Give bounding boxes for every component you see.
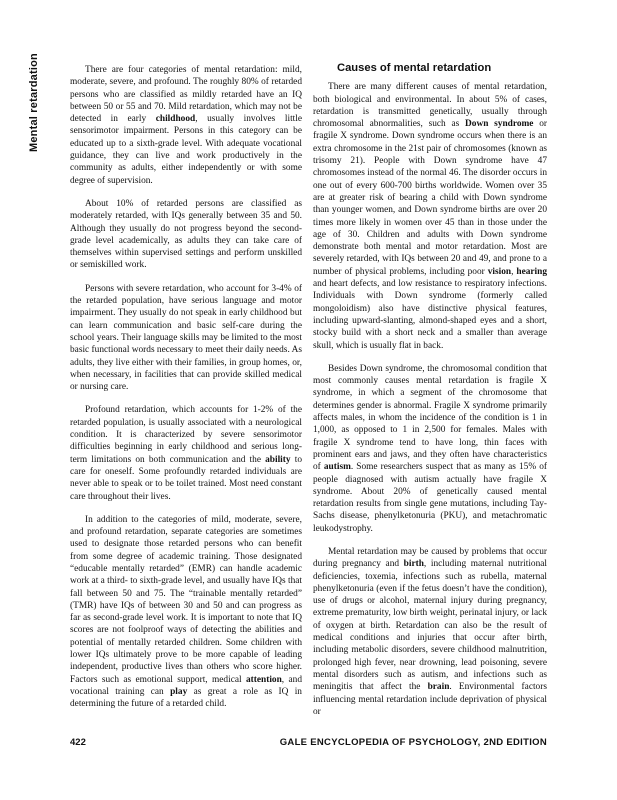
bold-term: ability [265,454,291,465]
paragraph: There are many different causes of mental retardation, both biological and environmental. In about 5% of cases, retardation is transmitted genetically, usually through chromosomal abnormalities, such as Down syndrome or fragile X syndrome. Down syndrome occurs when there is an extra chromosome in the 21st pair of chromosomes (known as trisomy 21). People with Down syndrome have 47 chromosomes instead of the normal 46. The disorder occurs in one out of every 600-700 births worldwide. Women over 35 are at greater risk of bearing a child with Down syndrome than younger women, and Down syndrome births are over 20 times more likely in women over 45 than in those under the age of 30. Children and adults with Down syndrome demonstrate both mental and motor retardation. Most are severely retarded, with IQs between 20 and 49, and prone to a number of physical problems, including poor vision, hearing and heart defects, and low resistance to respiratory infections. Individuals with Down syndrome (formerly called mongoloidism) also have distinctive physical features, including upward-slanting, almond-shaped eyes and a short, stocky build with a short neck and a smaller than average skull, which is usually flat in back. [313,82,548,351]
paragraph: There are four categories of mental retardation: mild, moderate, severe, and profound. The roughly 80% of retarded persons who are classified as mildly retarded have an IQ between 50 or 55 and 70. Mild retardation, which may not be detected in early childhood, usually involves little sensorimotor impairment. Persons in this category can be educated up to a sixth-grade level. With adequate vocational guidance, they can live and work productively in the community as adults, either independently or with some degree of supervision. [70,65,302,186]
page-number: 422 [70,737,86,748]
section-heading: Causes of mental retardation [337,62,492,74]
book-title: GALE ENCYCLOPEDIA OF PSYCHOLOGY, 2ND EDITION [279,737,547,748]
bold-term: hearing [516,266,548,277]
bold-term: childhood [155,114,196,125]
bold-term: birth [403,559,424,570]
right-column-body [313,81,547,718]
paragraph: In addition to the categories of mild, moderate, severe, and profound retardation, separate categories are sometimes used to designate those retarded persons who can benefit from some degree of academic training. Those designated “educable mentally retarded” (EMR) can handle academic work at a third- to sixth-grade level, and usually have IQs that fall between 50 and 75. The “trainable mentally retarded” (TMR) have IQs of between 30 and 50 and can progress as far as second-grade level work. It is important to note that IQ scores are not foolproof ways of detecting the abilities and potential of mentally retarded children. Some children with lower IQs ultimately prove to be more capable of leading independent, productive lives than others who score higher. Factors such as emotional support, medical attention, and vocational training can play as great a role as IQ in determining the future of a retarded child. [70,514,302,710]
bold-term: vision [487,266,512,277]
bold-term: autism [323,462,351,473]
bold-term: brain [427,682,450,693]
right-column [313,52,547,729]
running-header [28,53,42,152]
paragraph: About 10% of retarded persons are classified as moderately retarded, with IQs generally between 35 and 50. Although they usually do not progress beyond the second-grade level academically, as adults they can take care of themselves within supervised settings and perform unskilled or semiskilled work. [70,198,302,271]
running-header-text: Mental retardation [28,53,40,152]
left-column [70,64,302,722]
bold-term: Down syndrome [465,119,534,130]
paragraph: Mental retardation may be caused by problems that occur during pregnancy and birth, including maternal nutritional deficiencies, toxemia, infections such as rubella, maternal phenylketonuria (even if the fetus doesn’t have the condition), use of drugs or alcohol, maternal injury during pregnancy, extreme prematurity, low birth weight, perinatal injury, or lack of oxygen at birth. Retardation can also be the result of medical conditions and injuries that occur after birth, including metabolic disorders, severe childhood malnutrition, prolonged high fever, near drowning, lead poisoning, severe mental disorders such as autism, and infections such as meningitis that affect the brain. Environmental factors influencing mental retardation include deprivation of physical or [313,546,547,717]
paragraph: Besides Down syndrome, the chromosomal condition that most commonly causes mental retardation is fragile X syndrome, in which a segment of the chromosome that determines gender is abnormal. Fragile X syndrome primarily affects males, in whom the incidence of the condition is 1 in 1,000, as opposed to 1 in 2,500 for females. Males with fragile X syndrome tend to have long, thin faces with prominent ears and jaws, and they often have characteristics of autism. Some researchers suspect that as many as 15% of people diagnosed with autism actually have fragile X syndrome. About 20% of genetically caused mental retardation results from single gene mutations, including Tay-Sachs disease, phenylketonuria (PKU), and metachromatic leukodystrophy. [313,363,547,534]
paragraph: Persons with severe retardation, who account for 3-4% of the retarded population, have serious language and motor impairment. They usually do not speak in early childhood but can learn communication and basic self-care during the school years. Their language skills may be limited to the most basic functional words necessary to meet their daily needs. As adults, they live either with their families, in group homes, or, when necessary, in facilities that can provide skilled medical or nursing care. [70,283,302,393]
bold-term: play [170,686,188,697]
page-footer [70,737,547,751]
bold-term: attention [245,674,282,685]
paragraph: Profound retardation, which accounts for 1-2% of the retarded population, is usually associated with a neurological condition. It is characterized by severe sensorimotor difficulties beginning in early childhood and serious long-term limitations on both communication and the ability to care for oneself. Some profoundly retarded individuals are never able to speak or to be toilet trained. Most need constant care throughout their lives. [70,405,302,502]
